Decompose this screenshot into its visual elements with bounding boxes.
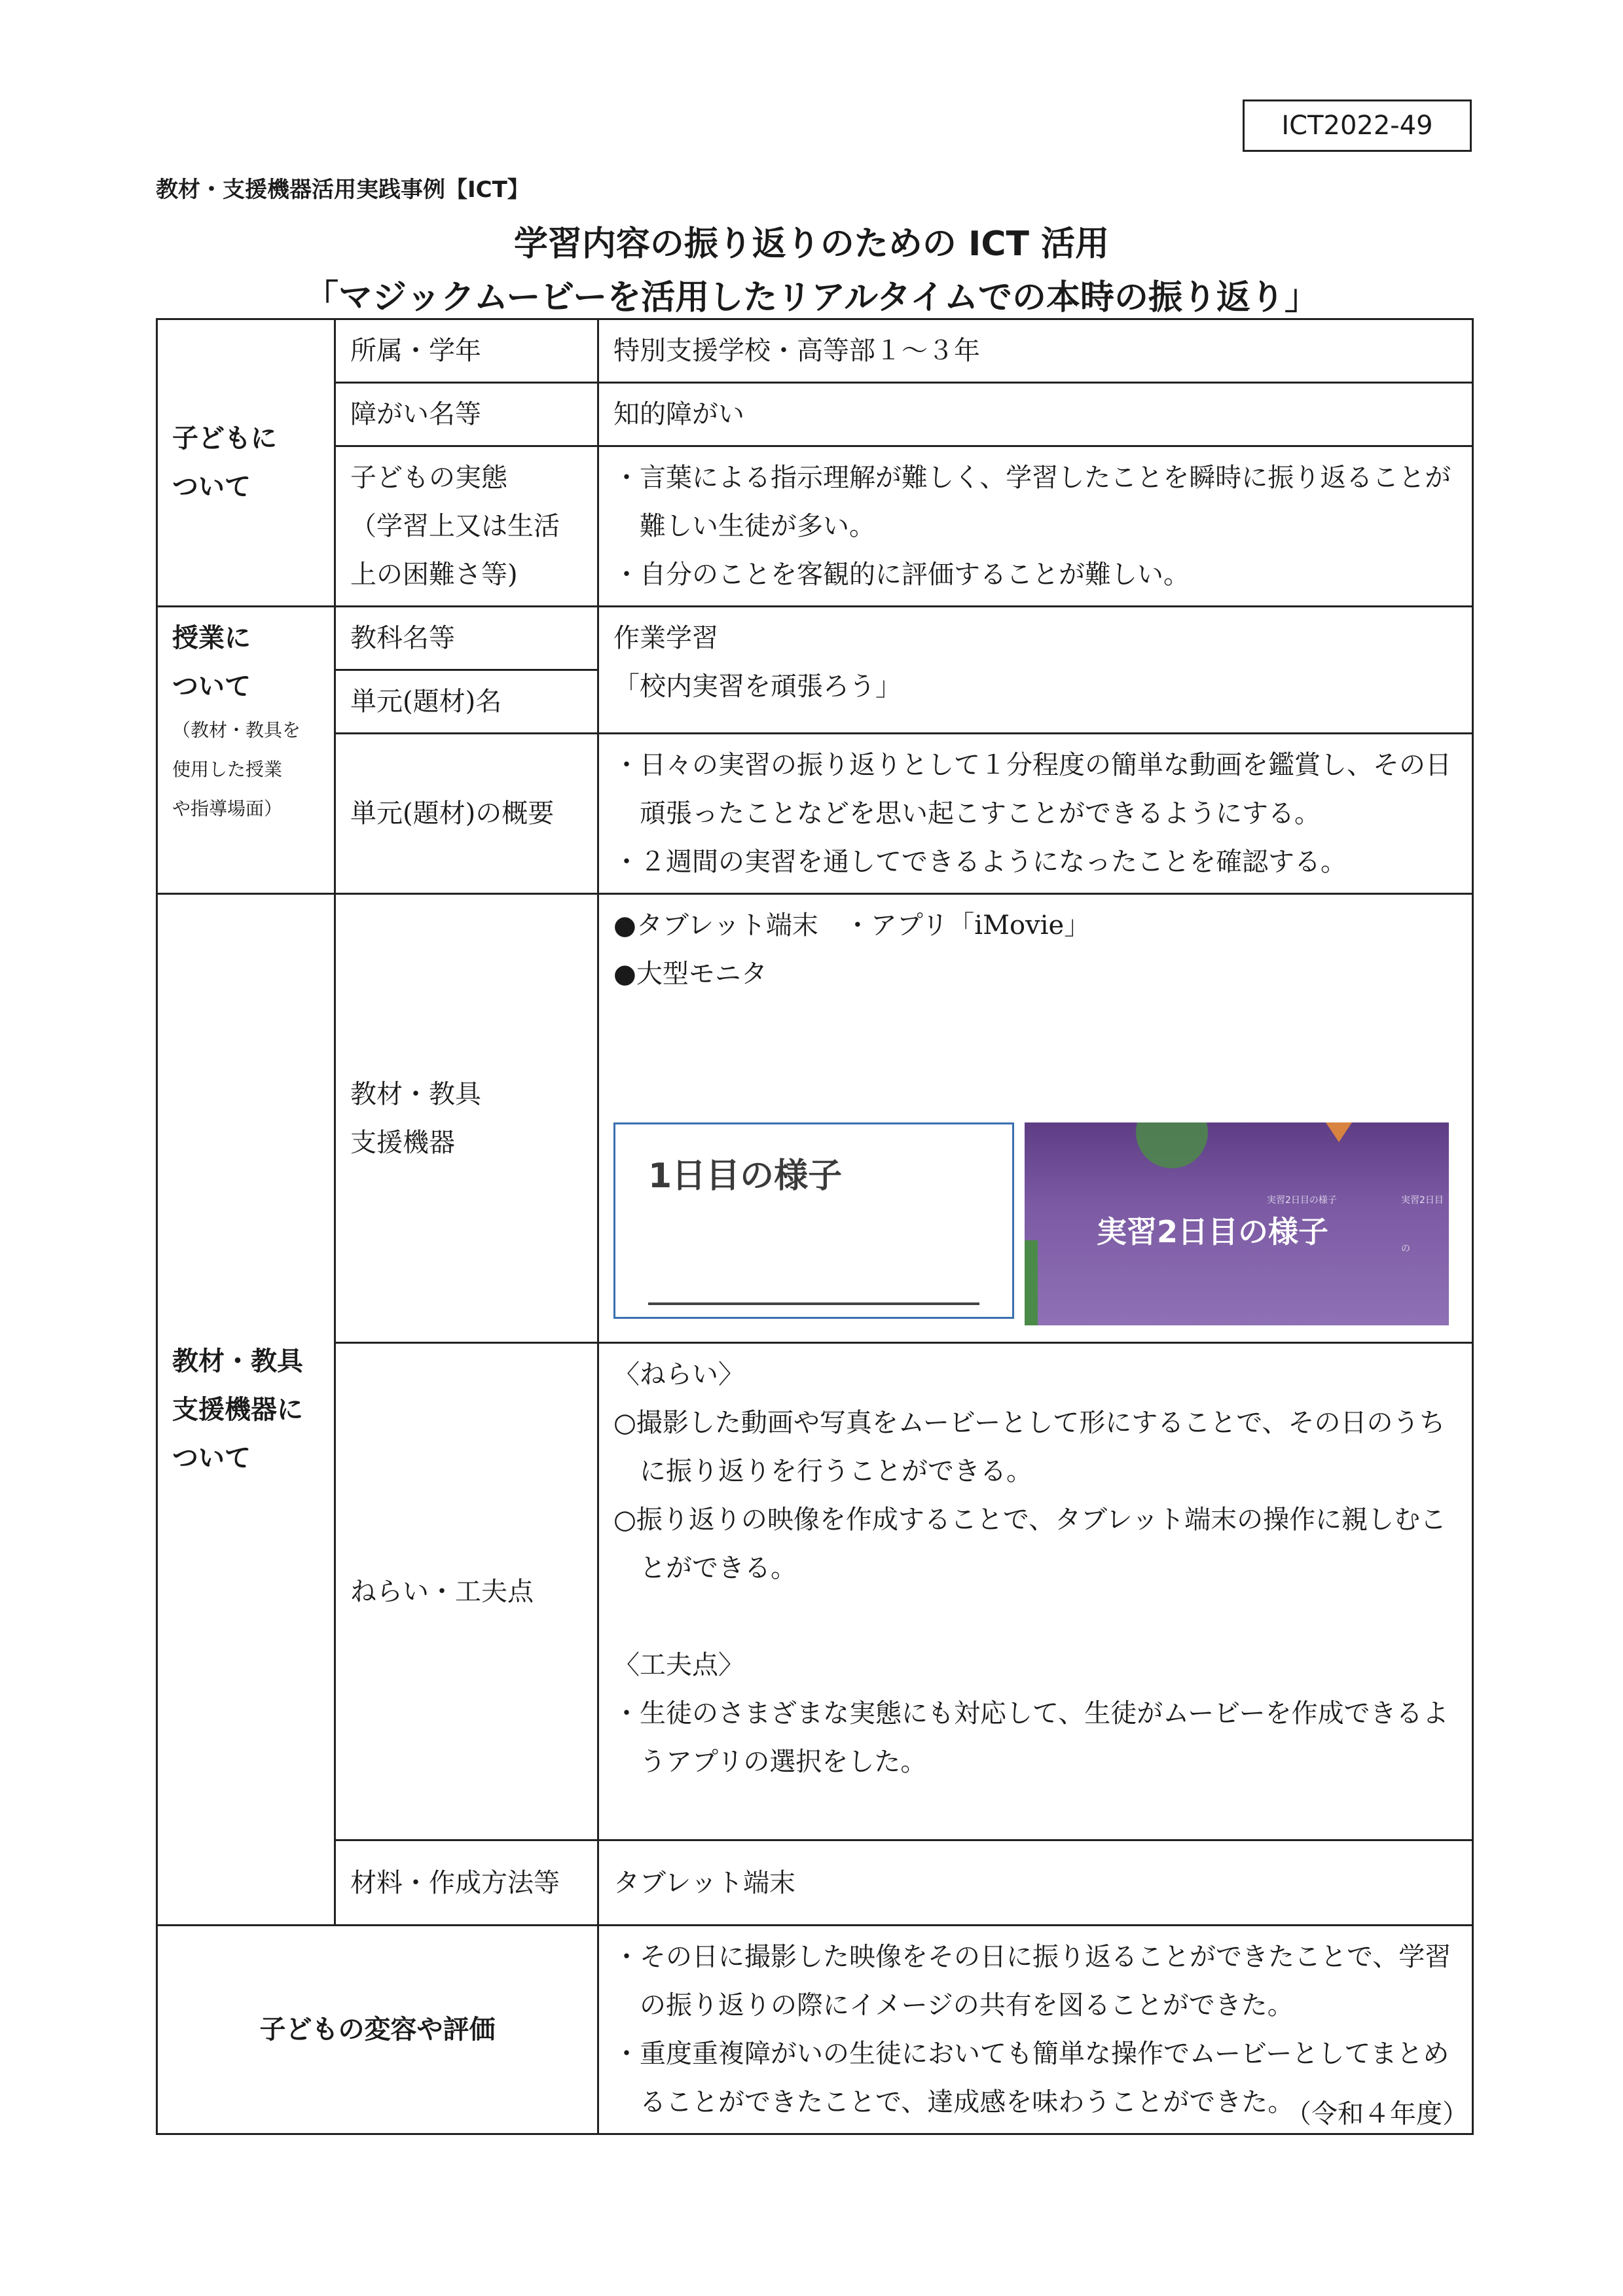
points-item-1: ・生徒のさまざまな実態にも対応して、生徒がムービーを作成できるようアプリの選択をした。 xyxy=(613,1698,1449,1777)
overview-item-2: ・２週間の実習を通してできるようになったことを確認する。 xyxy=(613,847,1347,877)
label-unit: 単元(題材)名 xyxy=(335,670,598,734)
value-aims xyxy=(598,1343,1473,1840)
overview-item-1: ・日々の実習の振り返りとして１分程度の簡単な動画を鑑賞し、その日頑張ったことなどを思い起こすことができるようにする。 xyxy=(613,750,1451,829)
fiscal-year: （令和４年度） xyxy=(1285,2099,1468,2129)
tools-item-2: ●大型モニタ xyxy=(613,959,767,989)
section-materials-line3: ついて xyxy=(172,1443,251,1473)
section-lesson-note2: 使用した授業 xyxy=(172,759,283,780)
section-lesson-line2: ついて xyxy=(172,672,251,702)
document-code: ICT2022-49 xyxy=(1243,99,1472,152)
row-affiliation xyxy=(157,319,1473,383)
label-tools-line2: 支援機器 xyxy=(350,1127,455,1158)
section-child-line1: 子どもに xyxy=(172,423,277,454)
value-affiliation: 特別支援学校・高等部１～３年 xyxy=(598,319,1473,383)
orange-triangle-decoration xyxy=(1313,1122,1365,1142)
value-subject: 作業学習 xyxy=(613,623,718,653)
label-overview: 単元(題材)の概要 xyxy=(335,734,598,894)
label-state-line3: 上の困難さ等) xyxy=(350,560,518,590)
state-item-2: ・自分のことを客観的に評価することが難しい。 xyxy=(613,560,1190,590)
row-aims xyxy=(157,1343,1473,1840)
label-tools-line1: 教材・教具 xyxy=(350,1079,481,1109)
day2-thumbnail-title: 実習2日目の様子 xyxy=(1097,1214,1329,1249)
points-heading: 〈工夫点〉 xyxy=(613,1650,744,1680)
section-materials xyxy=(157,894,335,1926)
title-line-1: 学習内容の振り返りのための ICT 活用 xyxy=(513,224,1110,264)
label-affiliation: 所属・学年 xyxy=(335,319,598,383)
aims-item-1: ○撮影した動画や写真をムービーとして形にすることで、その日のうちに振り返りを行うことができる。 xyxy=(613,1408,1446,1486)
category-label: 教材・支援機器活用実践事例【ICT】 xyxy=(156,177,530,203)
evaluation-item-2: ・重度重複障がいの生徒においても簡単な操作でムービーとしてまとめることができたことで、達成感を味わうことができた。 xyxy=(613,2039,1450,2117)
section-lesson-note3: や指導場面） xyxy=(172,798,283,819)
state-item-1: ・言葉による指示理解が難しく、学習したことを瞬時に振り返ることが難しい生徒が多い。 xyxy=(613,463,1451,541)
label-state xyxy=(335,446,598,607)
case-table xyxy=(156,318,1474,2135)
section-child xyxy=(157,319,335,607)
row-evaluation xyxy=(157,1926,1473,2134)
label-subject: 教科名等 xyxy=(335,607,598,670)
day1-thumbnail-title: 1日目の様子 xyxy=(648,1157,843,1196)
label-disability: 障がい名等 xyxy=(335,383,598,446)
value-state xyxy=(598,446,1473,607)
row-method xyxy=(157,1840,1473,1926)
value-unit: 「校内実習を頑張ろう」 xyxy=(613,672,902,702)
row-tools xyxy=(157,894,1473,1343)
section-lesson-line1: 授業に xyxy=(172,623,251,653)
row-state xyxy=(157,446,1473,607)
day2-thumbnail-small-text-2: 実習2日目の xyxy=(1401,1195,1444,1254)
label-method: 材料・作成方法等 xyxy=(335,1840,598,1926)
aims-spacer xyxy=(613,1592,1457,1641)
day2-thumbnail-small-text-1: 実習2日目の様子 xyxy=(1267,1195,1337,1206)
evaluation-item-1: ・その日に撮影した映像をその日に振り返ることができたことで、学習の振り返りの際にイメージの共有を図ることができた。 xyxy=(613,1942,1451,2020)
row-subject xyxy=(157,607,1473,670)
aims-heading: 〈ねらい〉 xyxy=(613,1359,744,1390)
label-state-line2: （学習上又は生活 xyxy=(350,511,560,541)
section-materials-line1: 教材・教具 xyxy=(172,1346,303,1376)
aims-item-2: ○振り返りの映像を作成することで、タブレット端末の操作に親しむことができる。 xyxy=(613,1505,1447,1583)
value-overview xyxy=(598,734,1473,894)
value-disability: 知的障がい xyxy=(598,383,1473,446)
tools-item-1: ●タブレット端末 ・アプリ「iMovie」 xyxy=(613,910,1091,941)
row-overview xyxy=(157,734,1473,894)
label-aims: ねらい・工夫点 xyxy=(335,1343,598,1840)
day2-thumbnail xyxy=(1025,1122,1449,1325)
green-bar-decoration xyxy=(1025,1240,1038,1325)
section-lesson xyxy=(157,607,335,894)
section-materials-line2: 支援機器に xyxy=(172,1394,303,1425)
label-state-line1: 子どもの実態 xyxy=(350,463,507,493)
row-disability xyxy=(157,383,1473,446)
title-line-2: 「マジックムービーを活用したリアルタイムでの本時の振り返り」 xyxy=(304,278,1319,317)
section-lesson-note1: （教材・教具を xyxy=(172,719,301,741)
value-method: タブレット端末 xyxy=(598,1840,1473,1926)
section-evaluation: 子どもの変容や評価 xyxy=(157,1926,598,2134)
label-tools xyxy=(335,894,598,1343)
day1-thumbnail xyxy=(613,1122,1014,1319)
video-thumbnails xyxy=(613,1122,1457,1325)
section-child-line2: ついて xyxy=(172,472,251,502)
value-tools xyxy=(598,894,1473,1343)
day1-thumbnail-underline xyxy=(648,1302,979,1305)
green-circle-decoration xyxy=(1136,1122,1208,1168)
value-subject-unit xyxy=(598,607,1473,734)
